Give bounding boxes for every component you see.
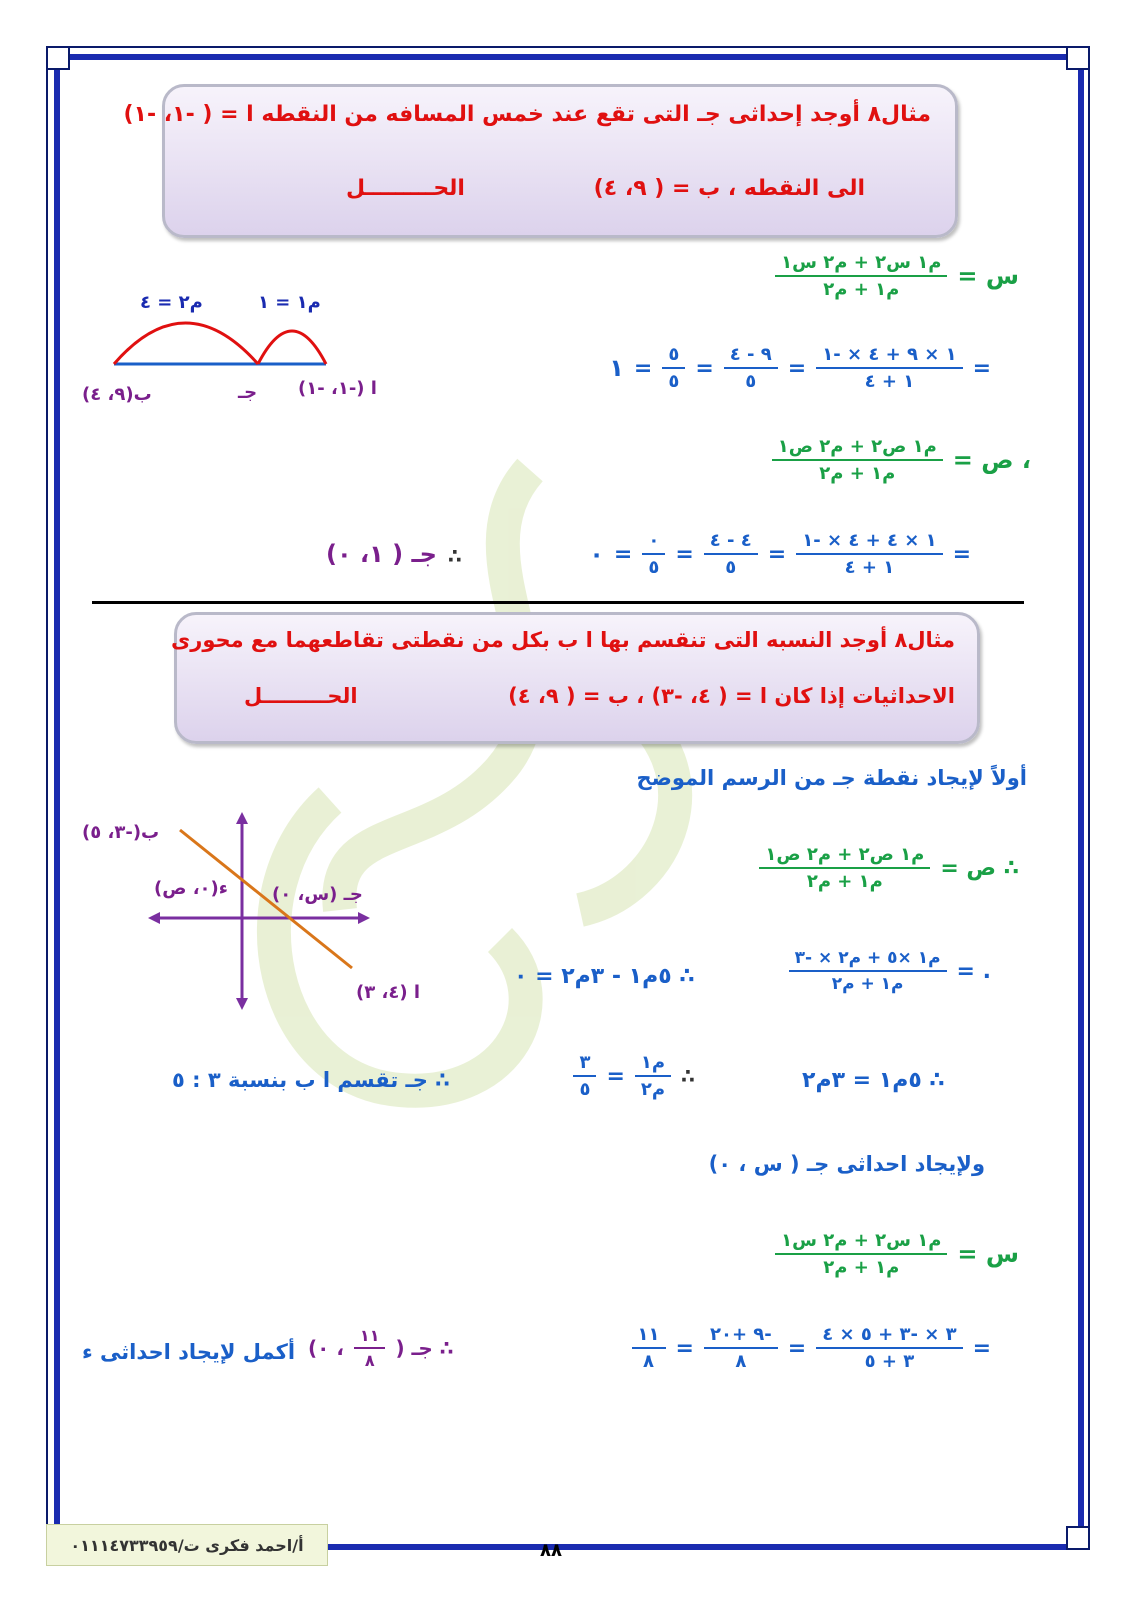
- fraction-numerator: م١ ص٢ + م٢ ص١: [765, 844, 925, 865]
- fraction-denominator: ٣ + ٥: [864, 1351, 915, 1372]
- x-formula-general: [775, 252, 1019, 300]
- y-formula-general: [772, 436, 1031, 484]
- zero-lhs: . =: [956, 958, 991, 984]
- equals-sign: =: [675, 541, 694, 567]
- equation-a: ∴ ٥م١ - ٣م٢ = ٠: [514, 964, 695, 989]
- therefore-symbol: ∴: [448, 544, 462, 568]
- example-2-answer: [308, 1326, 454, 1370]
- frame-corner: [1066, 46, 1090, 70]
- point-c-label: جـ: [238, 382, 258, 403]
- fraction-denominator: م١ + م٢: [819, 463, 896, 484]
- x-step2-fraction: [724, 344, 778, 392]
- ratio-equation: [573, 1052, 695, 1100]
- fraction-numerator: م١ س٢ + م٢ س١: [781, 252, 942, 273]
- equals-sign: =: [972, 1335, 991, 1361]
- fraction-denominator: م١ + م٢: [823, 1257, 900, 1278]
- fraction-denominator: ٥: [668, 371, 680, 392]
- fraction-numerator: ٩ - ٤: [729, 344, 772, 365]
- fraction-bar: [704, 1347, 778, 1349]
- example-2-line-1: مثال٨ أوجد النسبه التى تنقسم بها ا ب بكل من نقطتى تقاطعهما مع محورى: [170, 628, 955, 652]
- fraction-denominator: ١ + ٤: [844, 557, 895, 578]
- fraction-denominator: ٨: [364, 1351, 375, 1370]
- equals-sign: =: [767, 541, 787, 567]
- y-step1-fraction: [796, 530, 942, 578]
- fraction-bar: [816, 367, 962, 369]
- example-1-line-2: الى النقطه ، ب = ( ٩، ٤): [593, 176, 865, 201]
- fraction-bar: [775, 1253, 947, 1255]
- y-axis-arrow-up: [236, 812, 248, 824]
- equation-b: ∴ ٥م١ = ٣م٢: [802, 1068, 945, 1093]
- solution-2-heading-2: ولإيجاد احداثى جـ ( س ، ٠): [708, 1152, 985, 1176]
- solution-2-heading-1: أولاً لإيجاد نقطة جـ من الرسم الموضح: [636, 766, 1027, 790]
- x-formula-2: [775, 1230, 1019, 1278]
- x-formula-fraction: [775, 252, 947, 300]
- answer-suffix: ، ٠): [308, 1336, 344, 1360]
- x-axis-arrow-left: [148, 912, 160, 924]
- answer-x-fraction: [354, 1326, 386, 1370]
- fraction-bar: [573, 1075, 596, 1077]
- fraction-numerator: ١ × ٤ + ٤ × -١: [802, 530, 937, 551]
- fraction-bar: [704, 553, 758, 555]
- answer-prefix: ∴ جـ (: [395, 1336, 454, 1360]
- point-d-label: ء(٠، ص): [154, 878, 228, 899]
- author-contact: أ/احمد فكرى ت/٠١١١٤٧٣٣٩٥٩: [70, 1535, 304, 1555]
- complete-exercise-text: أكمل لإيجاد احداثى ء: [82, 1340, 296, 1364]
- x2-result-fraction: [632, 1324, 666, 1372]
- y-step3-fraction: [642, 530, 665, 578]
- diagram1-m2-label: م٢ = ٤: [140, 292, 203, 313]
- fraction-numerator: ٠: [648, 530, 660, 551]
- x-formula-2-fraction: [775, 1230, 947, 1278]
- fraction-bar: [796, 553, 942, 555]
- x2-step1-fraction: [816, 1324, 962, 1372]
- equals-sign: =: [613, 541, 633, 567]
- equals-sign: =: [952, 541, 971, 567]
- x-step3-fraction: [662, 344, 685, 392]
- fraction-numerator: م١ س٢ + م٢ س١: [781, 1230, 942, 1251]
- fraction-denominator: ٨: [735, 1351, 747, 1372]
- fraction-numerator: ٤ - ٤: [709, 530, 752, 551]
- example-2-solution-label: الحـــــــــل: [244, 684, 358, 708]
- fraction-denominator: م٢: [640, 1079, 666, 1100]
- zero-fraction: [789, 948, 947, 994]
- y-lhs: ، ص =: [952, 446, 1031, 474]
- fraction-numerator: ٣ × -٣ + ٥ × ٤: [822, 1324, 957, 1345]
- fraction-denominator: ٥: [579, 1079, 591, 1100]
- fraction-numerator: ١١: [359, 1326, 380, 1345]
- frame-corner: [46, 46, 70, 70]
- fraction-bar: [772, 459, 943, 461]
- point-c2-label: جـ (س، ٠): [272, 884, 363, 905]
- x-computation: [609, 344, 991, 392]
- coordinate-axes-diagram: [140, 810, 370, 1010]
- x2-step2-fraction: [704, 1324, 778, 1372]
- y-result: ٠: [589, 540, 604, 568]
- fraction-denominator: ٨: [643, 1351, 655, 1372]
- fraction-numerator: ١١: [637, 1324, 660, 1345]
- equals-sign: =: [972, 355, 991, 381]
- fraction-numerator: م١: [640, 1052, 666, 1073]
- fraction-bar: [635, 1075, 671, 1077]
- fraction-denominator: م١ + م٢: [823, 279, 900, 300]
- diagram1-m1-label: م١ = ١: [258, 292, 321, 313]
- fraction-bar: [759, 867, 930, 869]
- fraction-bar: [789, 970, 947, 972]
- y-computation: [589, 530, 971, 578]
- point-a-label: ا (-١، -١): [298, 378, 377, 399]
- fraction-bar: [724, 367, 778, 369]
- fraction-bar: [642, 553, 665, 555]
- equals-sign: =: [787, 355, 807, 381]
- fraction-numerator: -٩ +٢٠: [709, 1324, 772, 1345]
- fraction-numerator: ١ × ٩ + ٤ × -١: [822, 344, 957, 365]
- y-axis-arrow-down: [236, 998, 248, 1010]
- arc-m2: [114, 323, 258, 364]
- equals-sign: =: [606, 1063, 625, 1089]
- x-lhs-2: س =: [957, 1240, 1019, 1268]
- fraction-bar: [816, 1347, 962, 1349]
- fraction-denominator: م١ + م٢: [806, 871, 883, 892]
- fraction-bar: [354, 1347, 386, 1349]
- fraction-denominator: م١ + م٢: [831, 974, 904, 994]
- example-1-answer: جـ ( ١، ٠): [326, 540, 437, 568]
- fraction-numerator: م١ ص٢ + م٢ ص١: [777, 436, 937, 457]
- y-formula-fraction: [772, 436, 943, 484]
- arc-m1: [258, 331, 326, 364]
- zero-equation: [789, 948, 991, 994]
- point-a2-label: ا (٤، ٣): [356, 982, 421, 1003]
- ratio-m-fraction: [635, 1052, 671, 1100]
- fraction-denominator: ٥: [648, 557, 660, 578]
- fraction-bar: [662, 367, 685, 369]
- point-b-label: ب(٩، ٤): [82, 384, 152, 405]
- page-number: ٨٨: [540, 1540, 562, 1561]
- fraction-numerator: م١ ×٥ + م٢ × -٣: [794, 948, 941, 968]
- fraction-bar: [632, 1347, 666, 1349]
- equals-sign: =: [633, 355, 653, 381]
- fraction-bar: [775, 275, 947, 277]
- equals-sign: =: [675, 1335, 694, 1361]
- therefore-symbol: ∴: [681, 1064, 695, 1088]
- y-lhs-2: ∴ ص =: [940, 855, 1019, 881]
- frame-corner: [1066, 1526, 1090, 1550]
- x-axis-arrow-right: [358, 912, 370, 924]
- author-footer: [46, 1524, 328, 1566]
- example-1-solution-label: الحـــــــــل: [346, 176, 465, 201]
- fraction-denominator: ١ + ٤: [864, 371, 915, 392]
- x-lhs: س =: [957, 262, 1019, 290]
- equals-sign: =: [787, 1335, 807, 1361]
- y-formula-2-fraction: [759, 844, 930, 892]
- x-result: ١: [609, 354, 624, 382]
- ratio-value-fraction: [573, 1052, 596, 1100]
- example-1-line-1: مثال٨ أوجد إحداثى جـ التى تقع عند خمس المسافه من النقطه ا = ( -١، -١): [123, 102, 931, 127]
- fraction-numerator: ٣: [579, 1052, 591, 1073]
- fraction-denominator: ٥: [725, 557, 737, 578]
- point-b2-label: ب(-٣، ٥): [82, 822, 160, 843]
- y-step2-fraction: [704, 530, 758, 578]
- ratio-result: ∴ جـ تقسم ا ب بنسبة ٣ : ٥: [172, 1068, 450, 1092]
- x-computation-2: [632, 1324, 991, 1372]
- equals-sign: =: [695, 355, 714, 381]
- y-formula-2: [759, 844, 1019, 892]
- section-divider: [92, 601, 1024, 604]
- fraction-numerator: ٥: [668, 344, 680, 365]
- example-2-line-2: الاحداثيات إذا كان ا = ( ٤، -٣) ، ب = ( ٩، ٤): [508, 684, 955, 708]
- fraction-denominator: ٥: [745, 371, 757, 392]
- x-step1-fraction: [816, 344, 962, 392]
